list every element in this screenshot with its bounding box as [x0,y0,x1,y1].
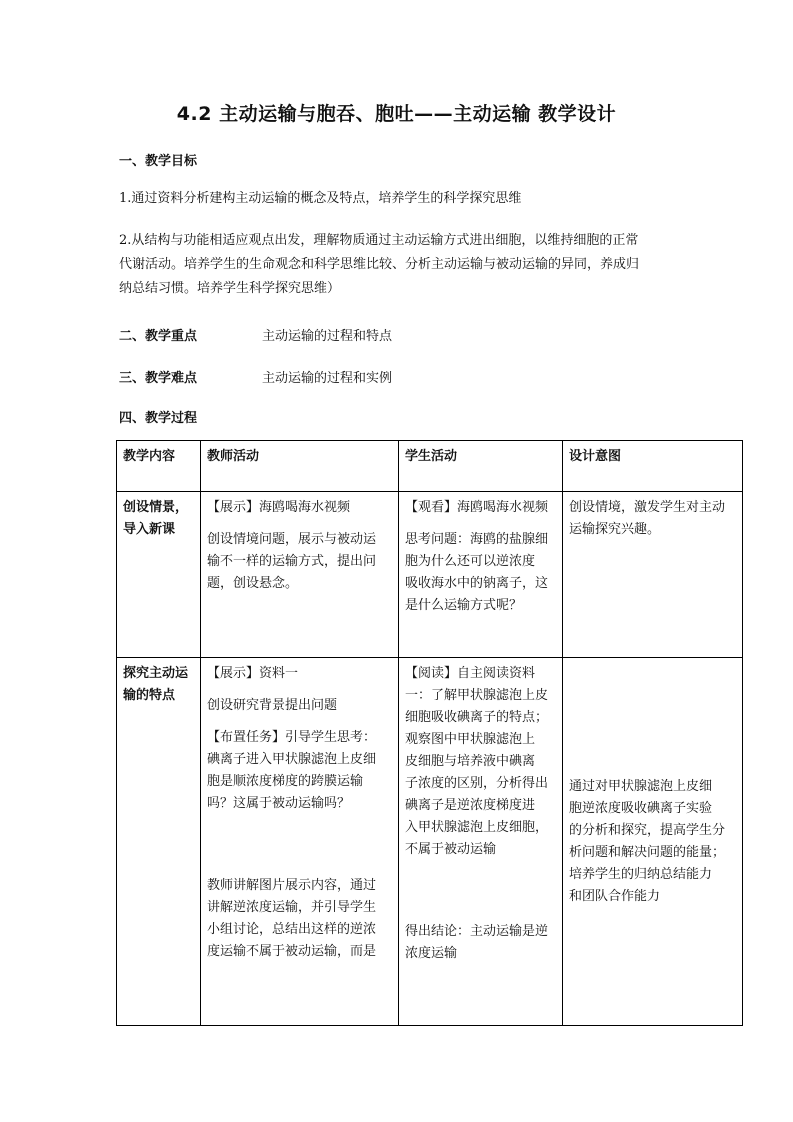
cell-content [117,658,201,1026]
cell-line: 创设研究背景提出问题 [207,698,338,713]
table-row [117,658,743,1026]
teaching-process-table [116,440,743,1026]
objective-1: 1.通过资料分析建构主动运输的概念及特点，培养学生的科学探究思维 [119,191,522,206]
cell-line: 细胞吸收碘离子的特点； [405,710,549,725]
spacer [207,815,392,875]
spacer [405,861,556,921]
cell-line: 输的特点 [123,688,176,703]
cell-line: 不属于被动运输 [405,842,497,857]
cell-student [399,658,563,1026]
cell-line: 【布置任务】引导学生思考： [207,730,377,745]
header-student: 学生活动 [399,441,563,492]
cell-line: 思考问题：海鸥的盐腺细 [405,532,549,547]
cell-line: 吗？这属于被动运输吗？ [207,796,351,811]
cell-line: 是什么运输方式呢？ [405,598,523,613]
section-heading-process: 四、教学过程 [119,411,198,426]
section-heading-objectives: 一、教学目标 [119,154,198,169]
cell-line: 碘离子是逆浓度梯度进 [405,798,536,813]
objective-2-line: 纳总结习惯。培养学生科学探究思维） [119,281,341,296]
cell-line: 创设情境问题，展示与被动运 [207,532,377,547]
cell-line: 创设情境，激发学生对主动 [569,500,726,515]
section-heading-key-points: 二、教学重点 [119,329,198,344]
cell-line: 探究主动运 [123,666,189,681]
cell-line: 吸收海水中的钠离子，这 [405,576,549,591]
cell-line: 教师讲解图片展示内容，通过 [207,878,377,893]
cell-line: 碘离子进入甲状腺滤泡上皮细 [207,752,377,767]
cell-teacher [201,658,399,1026]
cell-line: 培养学生的归纳总结能力 [569,866,713,882]
cell-line: 运输探究兴趣。 [569,522,661,537]
cell-line: 皮细胞与培养液中碘离 [405,754,536,769]
cell-line: 【阅读】自主阅读资料 [405,666,536,681]
cell-teacher [201,492,399,658]
cell-line: 导入新课 [123,522,176,537]
objective-2-line: 代谢活动。培养学生的生命观念和科学思维比较、分析主动运输与被动运输的异同，养成归 [119,257,640,272]
cell-line: 一：了解甲状腺滤泡上皮 [405,688,549,703]
cell-line: 胞逆浓度吸收碘离子实验 [569,800,713,816]
cell-line: 创设情景， [123,500,189,515]
objective-2 [119,229,679,301]
cell-line: 【展示】资料一 [207,666,299,681]
difficulties-value: 主动运输的过程和实例 [262,371,393,386]
cell-content [117,492,201,658]
cell-student [399,492,563,658]
header-design: 设计意图 [563,441,743,492]
cell-line: 讲解逆浓度运输，并引导学生 [207,900,377,915]
cell-design [563,658,743,1026]
cell-line: 胞是顺浓度梯度的跨膜运输 [207,774,364,789]
cell-line: 观察图中甲状腺滤泡上 [405,732,536,747]
cell-line: 输不一样的运输方式，提出问 [207,554,377,569]
cell-line: 入甲状腺滤泡上皮细胞， [405,820,549,835]
table-row [117,492,743,658]
cell-line: 胞为什么还可以逆浓度 [405,554,536,569]
key-points-value: 主动运输的过程和特点 [262,329,393,344]
cell-line: 浓度运输 [405,946,458,961]
header-content: 教学内容 [117,441,201,492]
cell-line: 通过对甲状腺滤泡上皮细 [569,778,713,794]
header-teacher: 教师活动 [201,441,399,492]
cell-line: 小组讨论，总结出这样的逆浓 [207,922,377,937]
cell-line: 的分析和探究，提高学生分 [569,822,726,838]
table-header-row [117,441,743,492]
objective-2-line: 2.从结构与功能相适应观点出发，理解物质通过主动运输方式进出细胞，以维持细胞的正常 [119,233,639,248]
cell-line: 子浓度的区别，分析得出 [405,776,549,791]
cell-line: 【观看】海鸥喝海水视频 [405,500,549,515]
cell-line: 度运输不属于被动运输，而是 [207,944,377,959]
cell-line: 析问题和解决问题的能量； [569,844,726,860]
cell-line: 和团队合作能力 [569,888,661,904]
section-heading-difficulties: 三、教学难点 [119,371,198,386]
cell-line: 【展示】海鸥喝海水视频 [207,500,351,515]
cell-line: 得出结论：主动运输是逆 [405,924,549,939]
cell-design [563,492,743,658]
document-title: 4.2 主动运输与胞吞、胞吐——主动运输 教学设计 [176,103,617,125]
cell-line: 题，创设悬念。 [207,576,299,591]
